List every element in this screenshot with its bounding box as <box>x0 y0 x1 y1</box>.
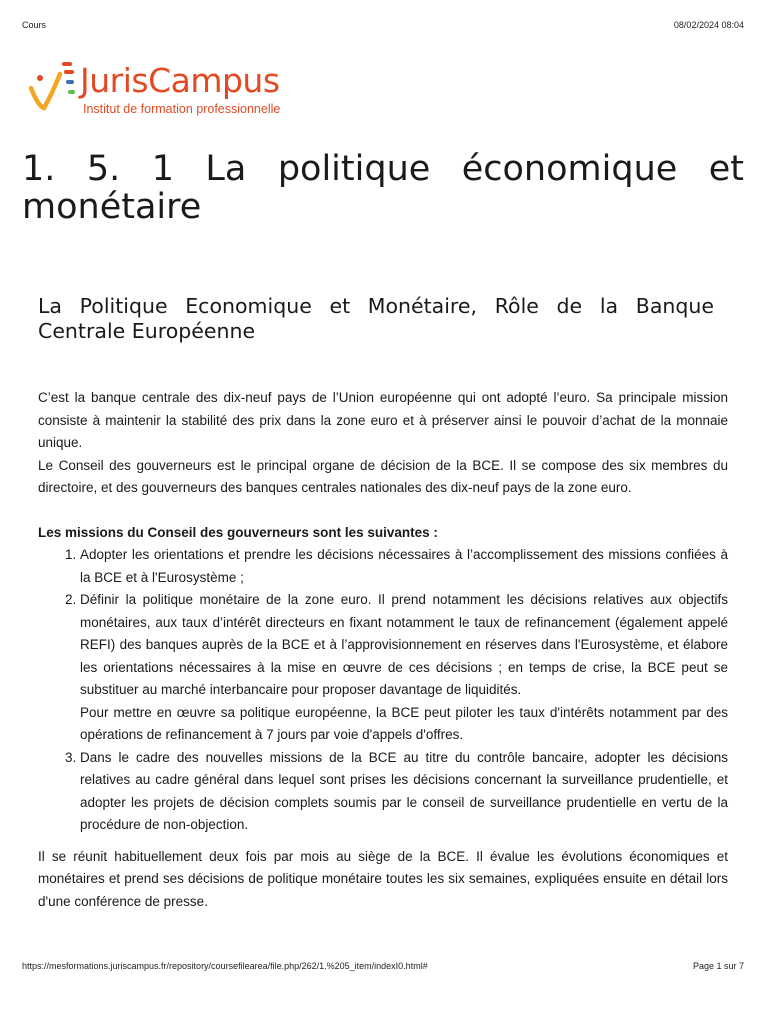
list-item-continuation: Pour mettre en œuvre sa politique européenne, la BCE peut piloter les taux d'intérêts notamment par des opérations de refinancement à 7 jours par voie d'appels d'offres. <box>80 704 728 742</box>
juriscampus-logo <box>28 58 358 124</box>
list-item <box>80 544 728 589</box>
spacer <box>38 500 728 522</box>
intro-paragraph: Le Conseil des gouverneurs est le principal organe de décision de la BCE. Il se compose des six membres du directoire, et des gouverneurs des banques centrales nationales des dix-neuf pays de la zone euro. <box>38 457 728 495</box>
list-item-text: 2. Définir la politique monétaire de la zone euro. Il prend notamment les décisions relatives aux objectifs monétaires, aux taux d’intérêt directeurs en fixant notamment le taux de refinancement (également appelé REFI) des banques auprès de la BCE et à l’approvisionnement en réserves dans l'Eurosystème, et élabore les orientations nécessaires à la mise en œuvre de ces décisions ; en temps de crise, la BCE peut se substituer au marché interbancaire pour proposer davantage de liquidités. <box>80 592 728 697</box>
print-header-date: 08/02/2024 08:04 <box>673 20 744 30</box>
logo-wordmark: JurisCampus <box>80 61 280 100</box>
missions-heading: Les missions du Conseil des gouverneurs sont les suivantes : <box>38 524 438 540</box>
article-body <box>38 387 728 913</box>
list-item <box>80 747 728 837</box>
closing-paragraph: Il se réunit habituellement deux fois par mois au siège de la BCE. Il évalue les évolutions économiques et monétaires et prend ses décisions de politique monétaire toutes les six semaines, expliquées ensuite en détail lors d'une conférence de presse. <box>38 848 728 909</box>
section-title: La Politique Economique et Monétaire, Rôle de la Banque Centrale Européenne <box>38 294 714 343</box>
list-item-text: 3. Dans le cadre des nouvelles missions de la BCE au titre du contrôle bancaire, adopter les décisions relatives au cadre général dans lequel sont prises les décisions concernant la surveillance prudentielle, et adopter les projets de décision complets soumis par le conseil de surveillance prudentielle en vertu de la procédure de non-objection. <box>80 749 728 832</box>
list-item-text: 1. Adopter les orientations et prendre les décisions nécessaires à l’accomplissement des missions confiées à la BCE et à l'Eurosystème ; <box>80 547 728 585</box>
print-header-left: Cours <box>22 20 47 30</box>
list-item <box>80 589 728 747</box>
print-footer-url: https://mesformations.juriscampus.fr/repository/coursefilearea/file.php/262/1.%205_item/indexI0.html# <box>22 961 428 971</box>
print-footer-page-number: Page 1 sur 7 <box>692 961 744 971</box>
logo-mark-icon <box>28 58 78 118</box>
intro-paragraph: C’est la banque centrale des dix-neuf pays de l’Union européenne qui ont adopté l’euro. Sa principale mission consiste à maintenir la stabilité des prix dans la zone euro et à préserver ainsi le pouvoir d’achat de la monnaie unique. <box>38 390 728 450</box>
logo-tagline: Institut de formation professionnelle <box>83 102 281 116</box>
page-title: 1. 5. 1 La politique économique et monétaire <box>22 149 744 227</box>
missions-list <box>38 544 728 837</box>
